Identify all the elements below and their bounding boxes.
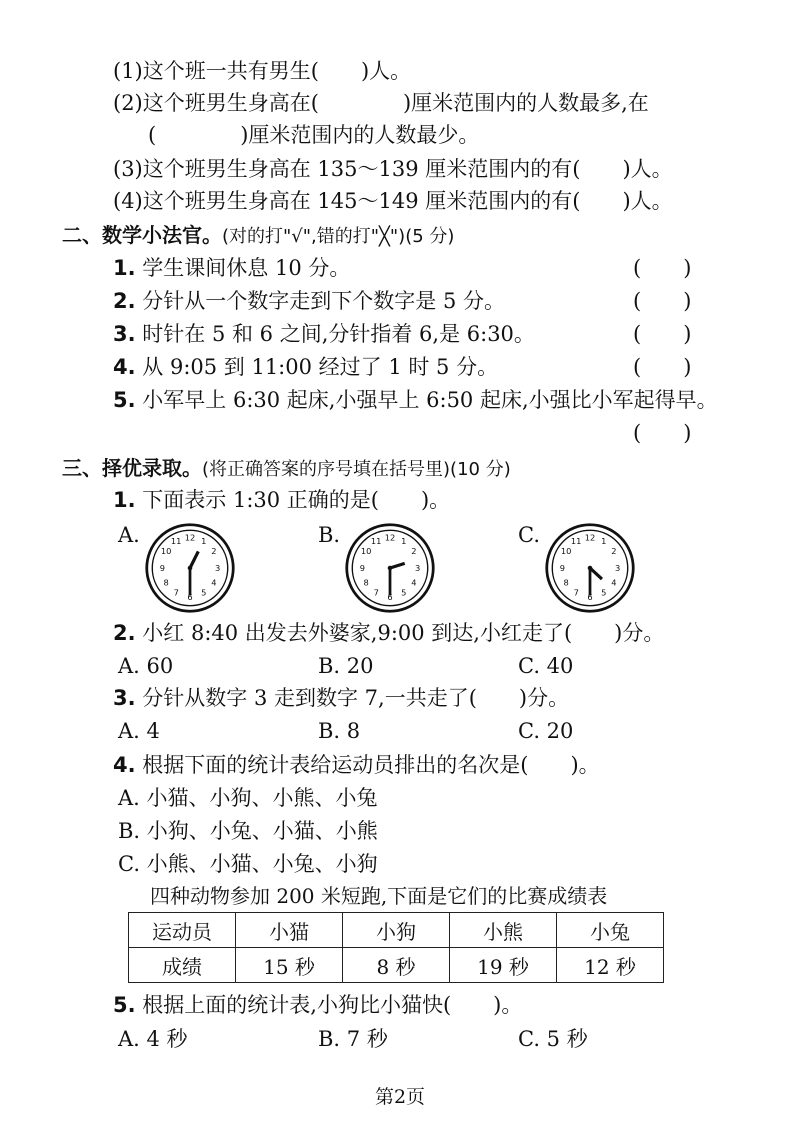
answer-paren[interactable]: ( ): [633, 355, 692, 379]
section2-note: (对的打"√",错的打"╳")(5 分): [222, 226, 455, 247]
svg-text:3: 3: [214, 562, 221, 573]
q5-option-c[interactable]: C. 5 秒: [518, 1027, 588, 1051]
q4-option-c[interactable]: C. 小熊、小猫、小兔、小狗: [118, 852, 378, 876]
svg-text:2: 2: [211, 546, 217, 557]
q5-option-a[interactable]: A. 4 秒: [118, 1027, 188, 1051]
svg-text:4: 4: [611, 577, 617, 588]
svg-text:4: 4: [211, 577, 217, 588]
option-label-a[interactable]: A.: [118, 523, 140, 547]
q3-option-b[interactable]: B. 8: [318, 719, 361, 743]
q2-option-b[interactable]: B. 20: [318, 654, 374, 678]
svg-text:4: 4: [411, 577, 417, 588]
section3-note: (将正确答案的序号填在括号里)(10 分): [202, 459, 511, 480]
part1-item-4: (4)这个班男生身高在 145～149 厘米范围内的有( )人。: [113, 189, 673, 213]
table-header-cell: 运动员: [129, 913, 236, 948]
svg-text:10: 10: [360, 546, 372, 557]
svg-text:12: 12: [384, 532, 396, 543]
svg-text:1: 1: [401, 536, 407, 547]
svg-text:7: 7: [373, 587, 379, 598]
svg-text:8: 8: [163, 577, 169, 588]
table-cell: 12 秒: [557, 948, 664, 983]
svg-text:9: 9: [159, 562, 166, 573]
svg-text:6: 6: [187, 592, 193, 603]
svg-text:6: 6: [587, 592, 593, 603]
section3-heading: [62, 455, 511, 483]
option-label-b[interactable]: B.: [318, 523, 341, 547]
part1-item-2-cont: ( )厘米范围内的人数最少。: [148, 123, 480, 147]
table-row: [129, 948, 664, 983]
question-3: 3. 分针从数字 3 走到数字 7,一共走了( )分。: [113, 686, 570, 710]
q4-option-a[interactable]: A. 小猫、小狗、小熊、小兔: [118, 786, 378, 810]
svg-text:3: 3: [414, 562, 421, 573]
q2-option-c[interactable]: C. 40: [518, 654, 574, 678]
page-number: 第2页: [374, 1086, 426, 1108]
q4-option-b[interactable]: B. 小狗、小兔、小猫、小熊: [118, 819, 378, 843]
svg-text:9: 9: [559, 562, 566, 573]
q3-option-c[interactable]: C. 20: [518, 719, 574, 743]
svg-text:2: 2: [611, 546, 617, 557]
q3-option-a[interactable]: A. 4: [118, 719, 160, 743]
table-cell: 15 秒: [236, 948, 343, 983]
answer-paren[interactable]: ( ): [633, 256, 692, 280]
svg-text:9: 9: [359, 562, 366, 573]
table-header-cell: 小猫: [236, 913, 343, 948]
judge-item-4: 4. 从 9:05 到 11:00 经过了 1 时 5 分。: [113, 355, 499, 379]
svg-text:7: 7: [573, 587, 579, 598]
answer-paren[interactable]: ( ): [633, 421, 692, 445]
part1-item-2: (2)这个班男生身高在( )厘米范围内的人数最多,在: [113, 91, 649, 115]
question-5: 5. 根据上面的统计表,小狗比小猫快( )。: [113, 993, 523, 1017]
svg-text:1: 1: [601, 536, 607, 547]
section2-heading: [62, 222, 454, 250]
svg-text:10: 10: [160, 546, 172, 557]
table-header-cell: 小兔: [557, 913, 664, 948]
table-header-cell: 小熊: [450, 913, 557, 948]
judge-item-2: 2. 分针从一个数字走到下个数字是 5 分。: [113, 289, 505, 313]
table-header-row: [129, 913, 664, 948]
svg-text:12: 12: [584, 532, 596, 543]
clock-a-icon: [144, 522, 236, 614]
part1-item-1: (1)这个班一共有男生( )人。: [113, 59, 412, 83]
answer-paren[interactable]: ( ): [633, 322, 692, 346]
svg-text:10: 10: [560, 546, 572, 557]
svg-text:12: 12: [184, 532, 196, 543]
svg-text:2: 2: [411, 546, 417, 557]
svg-text:11: 11: [370, 536, 382, 547]
svg-text:11: 11: [170, 536, 182, 547]
svg-text:11: 11: [570, 536, 582, 547]
section2-title: 二、数学小法官。: [62, 223, 222, 247]
svg-text:5: 5: [601, 587, 607, 598]
question-4: 4. 根据下面的统计表给运动员排出的名次是( )。: [113, 753, 600, 777]
question-2: 2. 小红 8:40 出发去外婆家,9:00 到达,小红走了( )分。: [113, 621, 665, 645]
table-header-cell: 小狗: [343, 913, 450, 948]
score-table: [128, 912, 664, 983]
part1-item-3: (3)这个班男生身高在 135～139 厘米范围内的有( )人。: [113, 157, 673, 181]
table-title: 四种动物参加 200 米短跑,下面是它们的比赛成绩表: [150, 884, 608, 908]
question-1: 1. 下面表示 1:30 正确的是( )。: [113, 488, 451, 512]
judge-item-5: 5. 小军早上 6:30 起床,小强早上 6:50 起床,小强比小军起得早。: [113, 388, 718, 412]
table-cell: 8 秒: [343, 948, 450, 983]
q2-option-a[interactable]: A. 60: [118, 654, 174, 678]
table-cell: 成绩: [129, 948, 236, 983]
judge-item-1: 1. 学生课间休息 10 分。: [113, 256, 351, 280]
table-cell: 19 秒: [450, 948, 557, 983]
svg-text:8: 8: [363, 577, 369, 588]
svg-text:5: 5: [201, 587, 207, 598]
svg-text:7: 7: [173, 587, 179, 598]
svg-text:1: 1: [201, 536, 207, 547]
q5-option-b[interactable]: B. 7 秒: [318, 1027, 388, 1051]
svg-text:6: 6: [387, 592, 393, 603]
svg-text:8: 8: [563, 577, 569, 588]
judge-item-3: 3. 时针在 5 和 6 之间,分针指着 6,是 6:30。: [113, 322, 535, 346]
section3-title: 三、择优录取。: [62, 456, 202, 480]
answer-paren[interactable]: ( ): [633, 289, 692, 313]
svg-text:5: 5: [401, 587, 407, 598]
clock-c-icon: [544, 522, 636, 614]
option-label-c[interactable]: C.: [518, 523, 540, 547]
clock-b-icon: [344, 522, 436, 614]
svg-text:3: 3: [614, 562, 621, 573]
